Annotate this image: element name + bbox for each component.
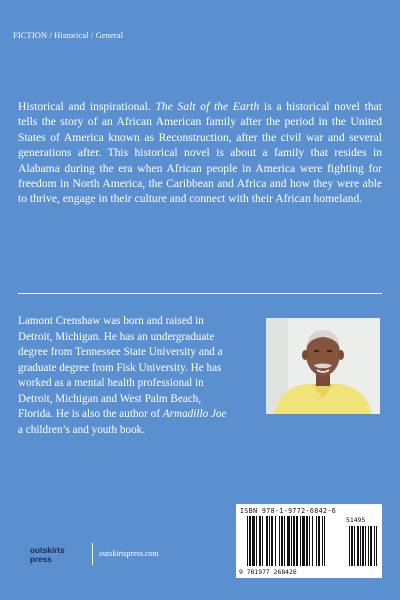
barcode-addon-bar (349, 526, 350, 566)
bio-tail: a children’s and youth book. (18, 423, 146, 436)
barcode-bar (291, 516, 292, 566)
barcode-bar (293, 516, 295, 566)
barcode-bar (271, 516, 273, 566)
author-photo (266, 318, 380, 414)
barcode-bar (269, 516, 270, 566)
isbn-barcode (236, 504, 382, 578)
barcode-bar (302, 516, 305, 566)
logo-line-2: press (30, 555, 52, 564)
barcode-addon-bar (370, 526, 372, 566)
barcode-bar (259, 516, 261, 566)
blurb-book-title: The Salt of the Earth (155, 100, 260, 113)
barcode-bar (266, 516, 268, 566)
author-portrait-icon (266, 318, 380, 414)
logo-line-1: outskirts (30, 546, 65, 555)
barcode-addon-bar (376, 526, 377, 566)
publisher-website: outskirtspress.com (99, 549, 159, 558)
barcode-bar (316, 516, 317, 566)
publisher-logo (30, 546, 65, 564)
barcode-addon-bar (360, 526, 361, 566)
barcode-bar (324, 516, 325, 566)
bio-text: Lamont Crenshaw was born and raised in Detroit, Michigan. He has an undergraduate degree from Tennessee State University and a graduate degree from Fisk University. He has worked as a mental health professional in Detroit, Michigan and West Palm Beach, Florida. He is also the author of (18, 315, 223, 420)
barcode-digits: 9 781977 268426 (239, 568, 297, 576)
barcode-addon-bar (357, 526, 359, 566)
barcode-addon-bar (362, 526, 364, 566)
publisher-divider (92, 543, 93, 565)
barcode-bar (256, 516, 257, 566)
author-bio (18, 314, 230, 438)
barcode-bar (300, 516, 301, 566)
barcode-bar (281, 516, 283, 566)
barcode-bar (262, 516, 263, 566)
barcode-bar (322, 516, 323, 566)
barcode-bar (284, 516, 285, 566)
barcode-addon-bar (354, 526, 355, 566)
barcode-addon-digits: 51495 (346, 516, 366, 524)
blurb-body: is a historical novel that tells the story of an African American family after the period in the United States of America known as Reconstruction, after the civil war and several generations after. This historical novel is about a family that resides in Alabama during the era when African people in America were fighting for freedom in North America, the Caribbean and Africa and how they were able to thrive, engage in their culture and connect with their African homeland. (18, 100, 382, 206)
barcode-addon-bar (365, 526, 366, 566)
barcode-bar (249, 516, 251, 566)
barcode-bar (275, 516, 276, 566)
barcode-bar (279, 516, 280, 566)
category-line: FICTION / Historical / General (13, 30, 124, 40)
barcode-bar (287, 516, 290, 566)
barcode-addon-bar (368, 526, 369, 566)
barcode-bar (306, 516, 308, 566)
barcode-addon-bar (351, 526, 353, 566)
blurb-paragraph (18, 99, 382, 207)
section-divider (18, 293, 382, 294)
barcode-bar (296, 516, 298, 566)
blurb-intro: Historical and inspirational. (18, 100, 156, 113)
bio-other-book: Armadillo Joe (162, 408, 227, 420)
barcode-bar (312, 516, 313, 566)
barcode-bar (318, 516, 320, 566)
barcode-bar (252, 516, 255, 566)
barcode-bar (247, 516, 248, 566)
barcode-addon-bar (374, 526, 375, 566)
isbn-label: ISBN 978-1-9772-6842-6 (240, 507, 337, 515)
barcode-bar (309, 516, 310, 566)
